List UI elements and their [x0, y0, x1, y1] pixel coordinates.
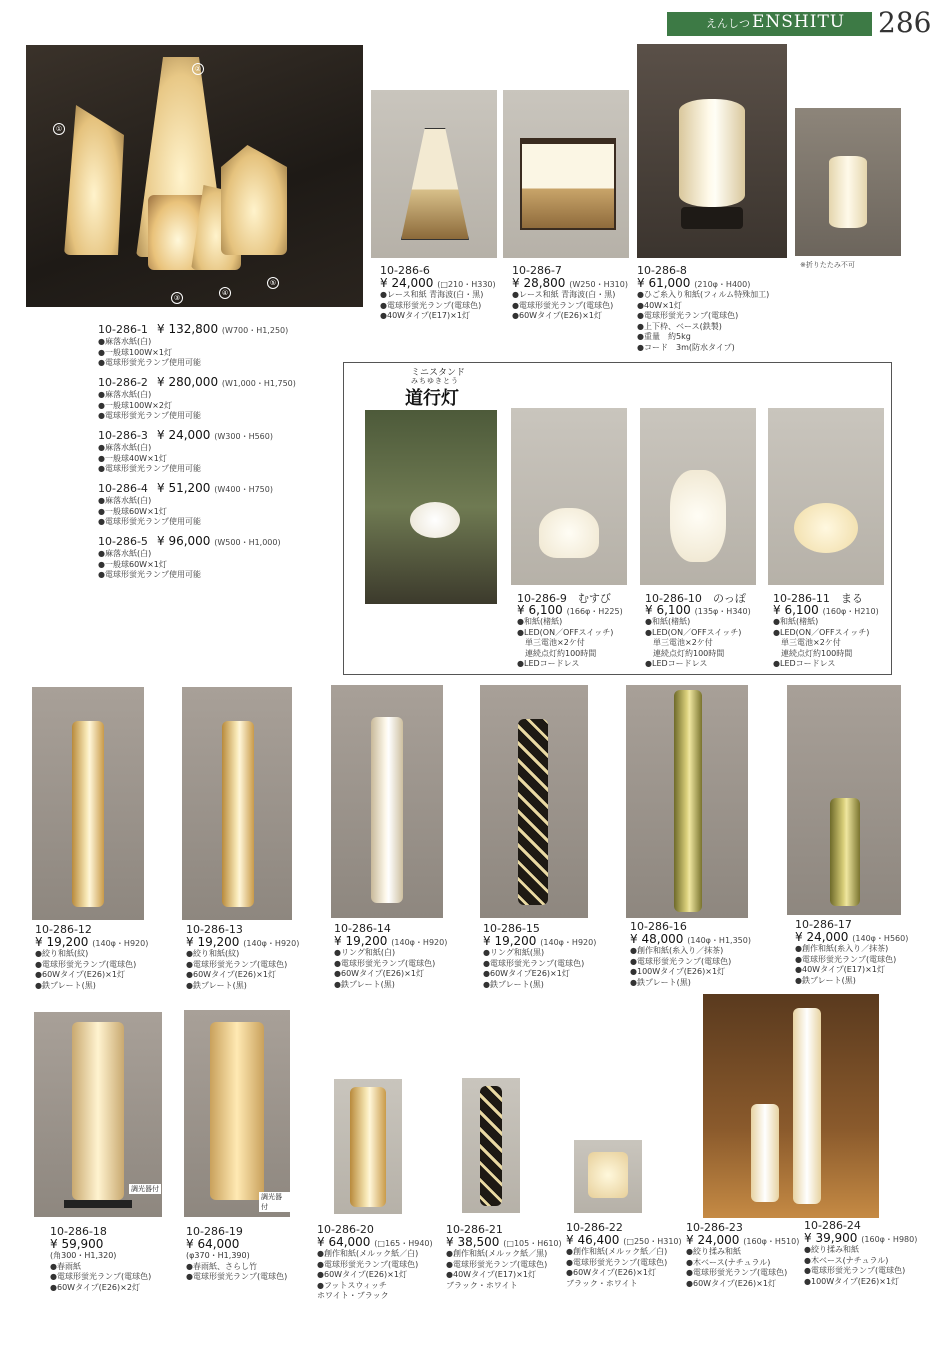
item-size: (W500・H1,000): [214, 538, 281, 547]
item-specs: ●絞り和紙(紋) ●電球形蛍光ランプ(電球色) ●60Wタイプ(E26)×1灯 ●鉄プレート(黒): [35, 949, 137, 990]
product-photo: [511, 408, 627, 585]
lamp-round-column: [210, 1022, 264, 1200]
item-specs: ●リング和紙(黒) ●電球形蛍光ランプ(電球色) ●60WタイプE26)×1灯 ●鉄プレート(黒): [483, 948, 585, 989]
lamp-column: [72, 721, 104, 907]
item-size: (□210・H330): [437, 280, 496, 289]
item-price: ¥ 28,800: [512, 276, 566, 290]
item-size: (160φ・H210): [822, 607, 879, 616]
item-price: ¥ 19,200: [483, 934, 537, 948]
product-photo: [462, 1078, 520, 1213]
item-price: ¥ 24,000: [157, 428, 211, 442]
item-code: 10-286-17: [795, 918, 852, 931]
item-code: 10-286-10: [645, 592, 702, 605]
item-price: ¥ 280,000: [157, 375, 219, 389]
product-photo: [184, 1010, 290, 1217]
header-rule: [667, 34, 872, 36]
lamp-lantern: [401, 128, 469, 240]
lamp-shape-1: [64, 105, 124, 255]
product-photo: [503, 90, 629, 258]
item-specs: ●麻落水紙(白) ●一般球60W×1灯 ●電球形蛍光ランプ使用可能: [98, 496, 201, 526]
lamp-column: [830, 798, 860, 906]
item-price: ¥ 64,000: [317, 1235, 371, 1249]
mini-stand-garden-photo: [365, 410, 497, 604]
mini-stand-title: 道行灯: [405, 388, 459, 409]
product-photo: [640, 408, 756, 585]
lamp-column: [518, 719, 548, 905]
item-price: ¥ 96,000: [157, 534, 211, 548]
item-price: ¥ 48,000: [630, 932, 684, 946]
lamp-square-column: [72, 1022, 124, 1200]
item-specs: ●絞り揉み和紙 ●木ベース(ナチュラル) ●電球形蛍光ランプ(電球色) ●60Wタイプ(E26)×1灯: [686, 1247, 788, 1288]
item-code: 10-286-18: [50, 1225, 107, 1238]
item-size: (W300・H560): [214, 432, 273, 441]
item-size: (166φ・H225): [566, 607, 623, 616]
item-code: 10-286-2: [98, 376, 148, 389]
item-specs: ●ひご糸入り和紙(フィルム特殊加工) ●40W×1灯 ●電球形蛍光ランプ(電球色) ●上下枠、ベース(鉄製) ●重量 約5kg ●コード 3m(防水タイプ): [637, 290, 770, 352]
lamp-shape-5: [221, 145, 287, 255]
item-specs: ●創作和紙(メルック紙／黒) ●電球形蛍光ランプ(電球色) ●40Wタイプ(E17)×1灯 ブラック・ホワイト: [446, 1249, 548, 1290]
switch-tag: 調光器付: [259, 1192, 290, 1212]
item-size: (140φ・H920): [391, 938, 448, 947]
item-specs: ●和紙(楮紙) ●LED(ON／OFFスイッチ) 単三電池×2ケ付 連続点灯約100時間 ●LEDコードレス: [773, 617, 870, 668]
item-price: ¥ 61,000: [637, 276, 691, 290]
item-price: ¥ 24,000: [795, 930, 849, 944]
mini-stand-label: ミニスタンド: [411, 368, 466, 378]
item-code: 10-286-23: [686, 1221, 743, 1234]
product-photo: [182, 687, 292, 920]
product-photo: [768, 408, 884, 585]
folding-note: ※折りたたみ不可: [800, 261, 855, 269]
switch-tag: 調光器付: [131, 1185, 159, 1193]
item-price: ¥ 19,200: [186, 935, 240, 949]
lamp-square-column: [480, 1086, 502, 1206]
item-specs: (φ370・H1,390) ●春雨紙、さらし竹 ●電球形蛍光ランプ(電球色): [186, 1251, 288, 1281]
item-price: ¥ 46,400: [566, 1233, 620, 1247]
item-price: ¥ 132,800: [157, 322, 219, 336]
item-price: ¥ 6,100: [773, 603, 819, 617]
product-photo: [480, 685, 588, 918]
marker-3: ③: [171, 292, 183, 304]
product-photo: [787, 685, 901, 915]
product-photo: [626, 685, 748, 918]
item-specs: ●レース和紙 青海波(白・黒) ●電球形蛍光ランプ(電球色) ●60Wタイプ(E26)×1灯: [512, 290, 616, 320]
marker-4: ④: [219, 287, 231, 299]
item-size: (140φ・H1,350): [687, 936, 751, 945]
marker-5: ⑤: [267, 277, 279, 289]
lamp-cube-small: [588, 1152, 628, 1198]
lamp-cube: [520, 138, 616, 230]
lamp-maru: [794, 503, 858, 553]
item-specs: ●絞り揉み和紙 ●木ベース(ナチュラル) ●電球形蛍光ランプ(電球色) ●100Wタイプ(E26)×1灯: [804, 1245, 906, 1286]
item-price: ¥ 6,100: [517, 603, 563, 617]
lamp-square-column: [350, 1087, 386, 1207]
header-kana: えんしつ: [706, 17, 750, 30]
product-photo-outdoor: [795, 108, 901, 256]
item-code: 10-286-3: [98, 429, 148, 442]
item-specs: ●和紙(楮紙) ●LED(ON／OFFスイッチ) 単三電池×2ケ付 連続点灯約100時間 ●LEDコードレス: [517, 617, 614, 668]
lamp-base: [64, 1200, 132, 1208]
item-specs: ●麻落水紙(白) ●一般球100W×1灯 ●電球形蛍光ランプ使用可能: [98, 337, 201, 367]
item-size: (140φ・H920): [92, 939, 149, 948]
mini-stand-ruby: みちゆきとう: [411, 377, 459, 385]
item-size: (140φ・H920): [243, 939, 300, 948]
item-code: 10-286-7: [512, 264, 562, 277]
item-price: ¥ 38,500: [446, 1235, 500, 1249]
item-code: 10-286-14: [334, 922, 391, 935]
item-specs: ●創作和紙(メルック紙／白) ●電球形蛍光ランプ(電球色) ●60Wタイプ(E26)×1灯 ●フットスウィッチ ホワイト・ブラック: [317, 1249, 419, 1300]
product-photo: [32, 687, 144, 920]
item-specs: ●麻落水紙(白) ●一般球100W×2灯 ●電球形蛍光ランプ使用可能: [98, 390, 201, 420]
item-specs: ●レース和紙 青海波(白・黒) ●電球形蛍光ランプ(電球色) ●40Wタイプ(E17)×1灯: [380, 290, 484, 320]
item-code: 10-286-9: [517, 592, 567, 605]
item-size: (140φ・H920): [540, 938, 597, 947]
page-number: 286: [878, 6, 932, 39]
lamp-round-garden: [410, 502, 460, 538]
item-price: ¥ 24,000: [686, 1233, 740, 1247]
product-photo: [574, 1140, 642, 1213]
marker-2: ②: [192, 63, 204, 75]
lamp-musubi: [539, 508, 599, 558]
item-size: (210φ・H400): [694, 280, 751, 289]
item-name: むすび: [577, 592, 611, 605]
item-size: (□165・H940): [374, 1239, 433, 1248]
item-size: (135φ・H340): [694, 607, 751, 616]
item-code: 10-286-4: [98, 482, 148, 495]
item-size: (W400・H750): [214, 485, 273, 494]
item-name: のっぽ: [712, 592, 746, 605]
item-size: (140φ・H560): [852, 934, 909, 943]
item-code: 10-286-1: [98, 323, 148, 336]
item-specs: ●絞り和紙(紋) ●電球形蛍光ランプ(電球色) ●60Wタイプ(E26)×1灯 ●鉄プレート(黒): [186, 949, 288, 990]
item-code: 10-286-5: [98, 535, 148, 548]
product-photo-interior: [703, 994, 879, 1218]
item-price: ¥ 51,200: [157, 481, 211, 495]
lamp-crumpled-short: [751, 1104, 779, 1202]
item-specs: (角300・H1,320) ●春雨紙 ●電球形蛍光ランプ(電球色) ●60Wタイプ(E26)×2灯: [50, 1251, 152, 1292]
item-size: (160φ・H510): [743, 1237, 800, 1246]
lamp-column: [222, 721, 254, 907]
item-size: (W250・H310): [569, 280, 628, 289]
item-specs: ●麻落水紙(白) ●一般球40W×1灯 ●電球形蛍光ランプ使用可能: [98, 443, 201, 473]
group-lamp-photo: [26, 45, 363, 307]
product-photo: [371, 90, 497, 258]
marker-1: ①: [53, 123, 65, 135]
lamp-column: [674, 690, 702, 912]
item-price: ¥ 19,200: [334, 934, 388, 948]
product-photo: [637, 44, 787, 258]
item-name: まる: [840, 592, 863, 605]
item-code: 10-286-8: [637, 264, 687, 277]
item-specs: ●創作和紙(糸入り／抹茶) ●電球形蛍光ランプ(電球色) ●40Wタイプ(E17)×1灯 ●鉄プレート(黒): [795, 944, 897, 985]
product-photo: [34, 1012, 162, 1217]
item-code: 10-286-6: [380, 264, 430, 277]
header-brand: ENSHITU: [752, 12, 846, 32]
item-size: (□250・H310): [623, 1237, 682, 1246]
product-photo: [334, 1079, 402, 1214]
item-specs: ●創作和紙(糸入り／抹茶) ●電球形蛍光ランプ(電球色) ●100Wタイプ(E26)×1灯 ●鉄プレート(黒): [630, 946, 732, 987]
item-price: ¥ 19,200: [35, 935, 89, 949]
item-specs: ●リング和紙(白) ●電球形蛍光ランプ(電球色) ●60Wタイプ(E26)×1灯 ●鉄プレート(黒): [334, 948, 436, 989]
item-code: 10-286-20: [317, 1223, 374, 1236]
item-size: (160φ・H980): [861, 1235, 918, 1244]
item-price: ¥ 59,900: [50, 1237, 104, 1251]
item-size: (□105・H610): [503, 1239, 562, 1248]
lamp-noppo: [670, 470, 726, 562]
item-price: ¥ 24,000: [380, 276, 434, 290]
item-code: 10-286-19: [186, 1225, 243, 1238]
item-price: ¥ 6,100: [645, 603, 691, 617]
item-code: 10-286-22: [566, 1221, 623, 1234]
item-code: 10-286-13: [186, 923, 243, 936]
item-size: (W700・H1,250): [221, 326, 289, 335]
item-specs: ●麻落水紙(白) ●一般球60W×1灯 ●電球形蛍光ランプ使用可能: [98, 549, 201, 579]
lamp-base: [681, 207, 743, 229]
item-code: 10-286-12: [35, 923, 92, 936]
item-code: 10-286-21: [446, 1223, 503, 1236]
item-code: 10-286-11: [773, 592, 830, 605]
item-specs: ●和紙(楮紙) ●LED(ON／OFFスイッチ) 単三電池×2ケ付 連続点灯約100時間 ●LEDコードレス: [645, 617, 742, 668]
lamp-column: [371, 717, 403, 903]
item-code: 10-286-24: [804, 1219, 861, 1232]
item-specs: ●創作和紙(メルック紙／白) ●電球形蛍光ランプ(電球色) ●60Wタイプ(E26)×1灯 ブラック・ホワイト: [566, 1247, 668, 1288]
item-price: ¥ 64,000: [186, 1237, 240, 1251]
lamp-crumpled-tall: [793, 1008, 821, 1204]
product-photo: [331, 685, 443, 918]
item-size: (W1,000・H1,750): [221, 379, 296, 388]
item-code: 10-286-16: [630, 920, 687, 933]
item-price: ¥ 39,900: [804, 1231, 858, 1245]
lamp-cylinder-outdoor: [679, 99, 745, 207]
item-code: 10-286-15: [483, 922, 540, 935]
lamp-cylinder-small: [829, 156, 867, 228]
